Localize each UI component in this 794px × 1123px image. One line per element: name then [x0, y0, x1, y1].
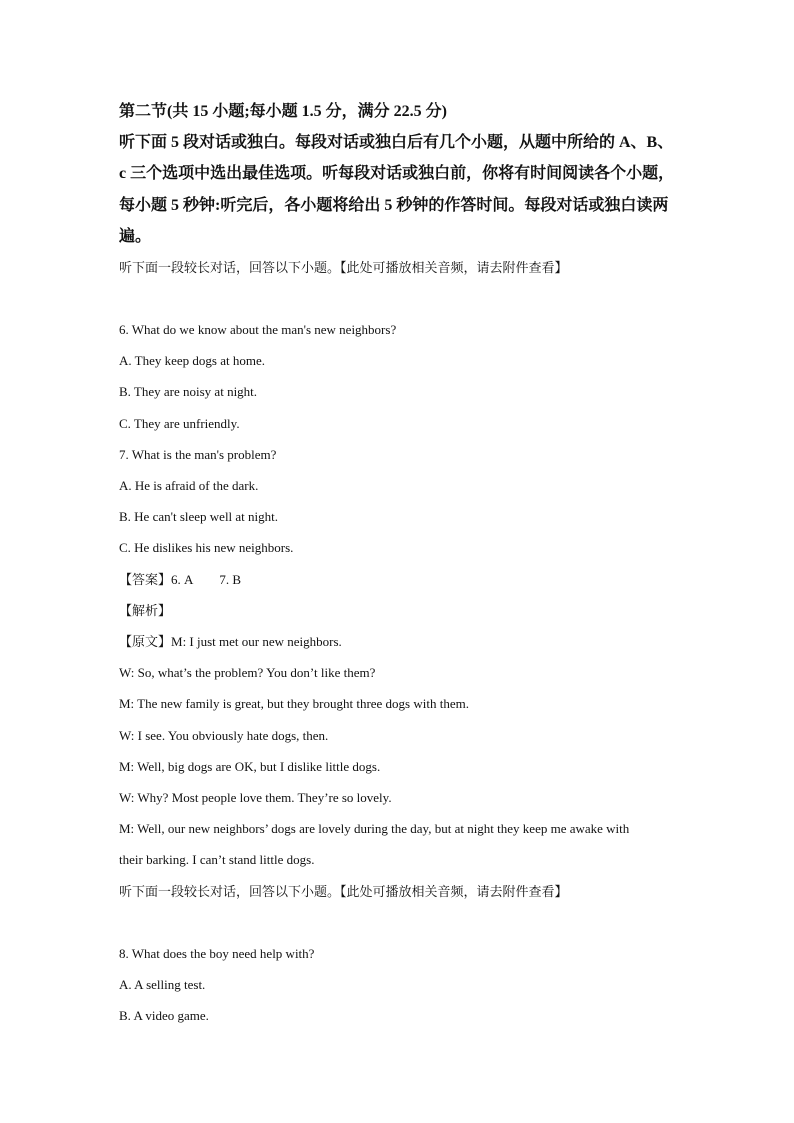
instructions-line-1: 听下面 5 段对话或独白。每段对话或独白后有几个小题，从题中所给的 A、B、: [119, 134, 674, 151]
transcript-line-2: W: So, what’s the problem? You don’t like them?: [119, 665, 376, 680]
question-6-stem: 6. What do we know about the man's new neighbors?: [119, 322, 397, 337]
question-6-option-b: B. They are noisy at night.: [119, 384, 258, 399]
answer-q6: 6. A: [171, 572, 194, 587]
transcript-line-1: [119, 633, 342, 651]
transcript-line-6: W: Why? Most people love them. They’re so lovely.: [119, 790, 392, 805]
instructions-line-3: 每小题 5 秒钟:听完后，各小题将给出 5 秒钟的作答时间。每段对话或独白读两: [119, 197, 669, 214]
answer-label: 【答案】: [119, 572, 172, 587]
question-8-option-a: A. A selling test.: [119, 977, 206, 992]
question-6-option-c: C. They are unfriendly.: [119, 416, 240, 431]
transcript-line-8: their barking. I can’t stand little dogs.: [119, 852, 315, 867]
question-7-option-c: C. He dislikes his new neighbors.: [119, 540, 294, 555]
question-8-option-b: B. A video game.: [119, 1008, 209, 1023]
transcript-text: M: I just met our new neighbors.: [171, 634, 342, 649]
transcript-label: 【原文】: [119, 634, 172, 649]
instructions-line-2: c 三个选项中选出最佳选项。听每段对话或独白前，你将有时间阅读各个小题，: [119, 165, 675, 182]
answer-line: [119, 571, 241, 589]
analysis-label: 【解析】: [119, 603, 172, 618]
listening-note-2: 听下面一段较长对话，回答以下小题。【此处可播放相关音频，请去附件查看】: [119, 884, 568, 899]
question-6-option-a: A. They keep dogs at home.: [119, 353, 265, 368]
transcript-line-7: M: Well, our new neighbors’ dogs are lovely during the day, but at night they keep me awake with: [119, 821, 630, 836]
question-8-stem: 8. What does the boy need help with?: [119, 946, 315, 961]
transcript-line-5: M: Well, big dogs are OK, but I dislike little dogs.: [119, 759, 381, 774]
instructions-line-4: 遍。: [119, 228, 152, 245]
answer-q7: 7. B: [219, 572, 242, 587]
question-7-option-b: B. He can't sleep well at night.: [119, 509, 279, 524]
listening-note-1: 听下面一段较长对话，回答以下小题。【此处可播放相关音频，请去附件查看】: [119, 260, 568, 275]
question-7-option-a: A. He is afraid of the dark.: [119, 478, 259, 493]
question-7-stem: 7. What is the man's problem?: [119, 447, 277, 462]
transcript-line-4: W: I see. You obviously hate dogs, then.: [119, 728, 329, 743]
transcript-line-3: M: The new family is great, but they brought three dogs with them.: [119, 696, 469, 711]
section-title: 第二节(共 15 小题;每小题 1.5 分，满分 22.5 分): [119, 103, 447, 120]
